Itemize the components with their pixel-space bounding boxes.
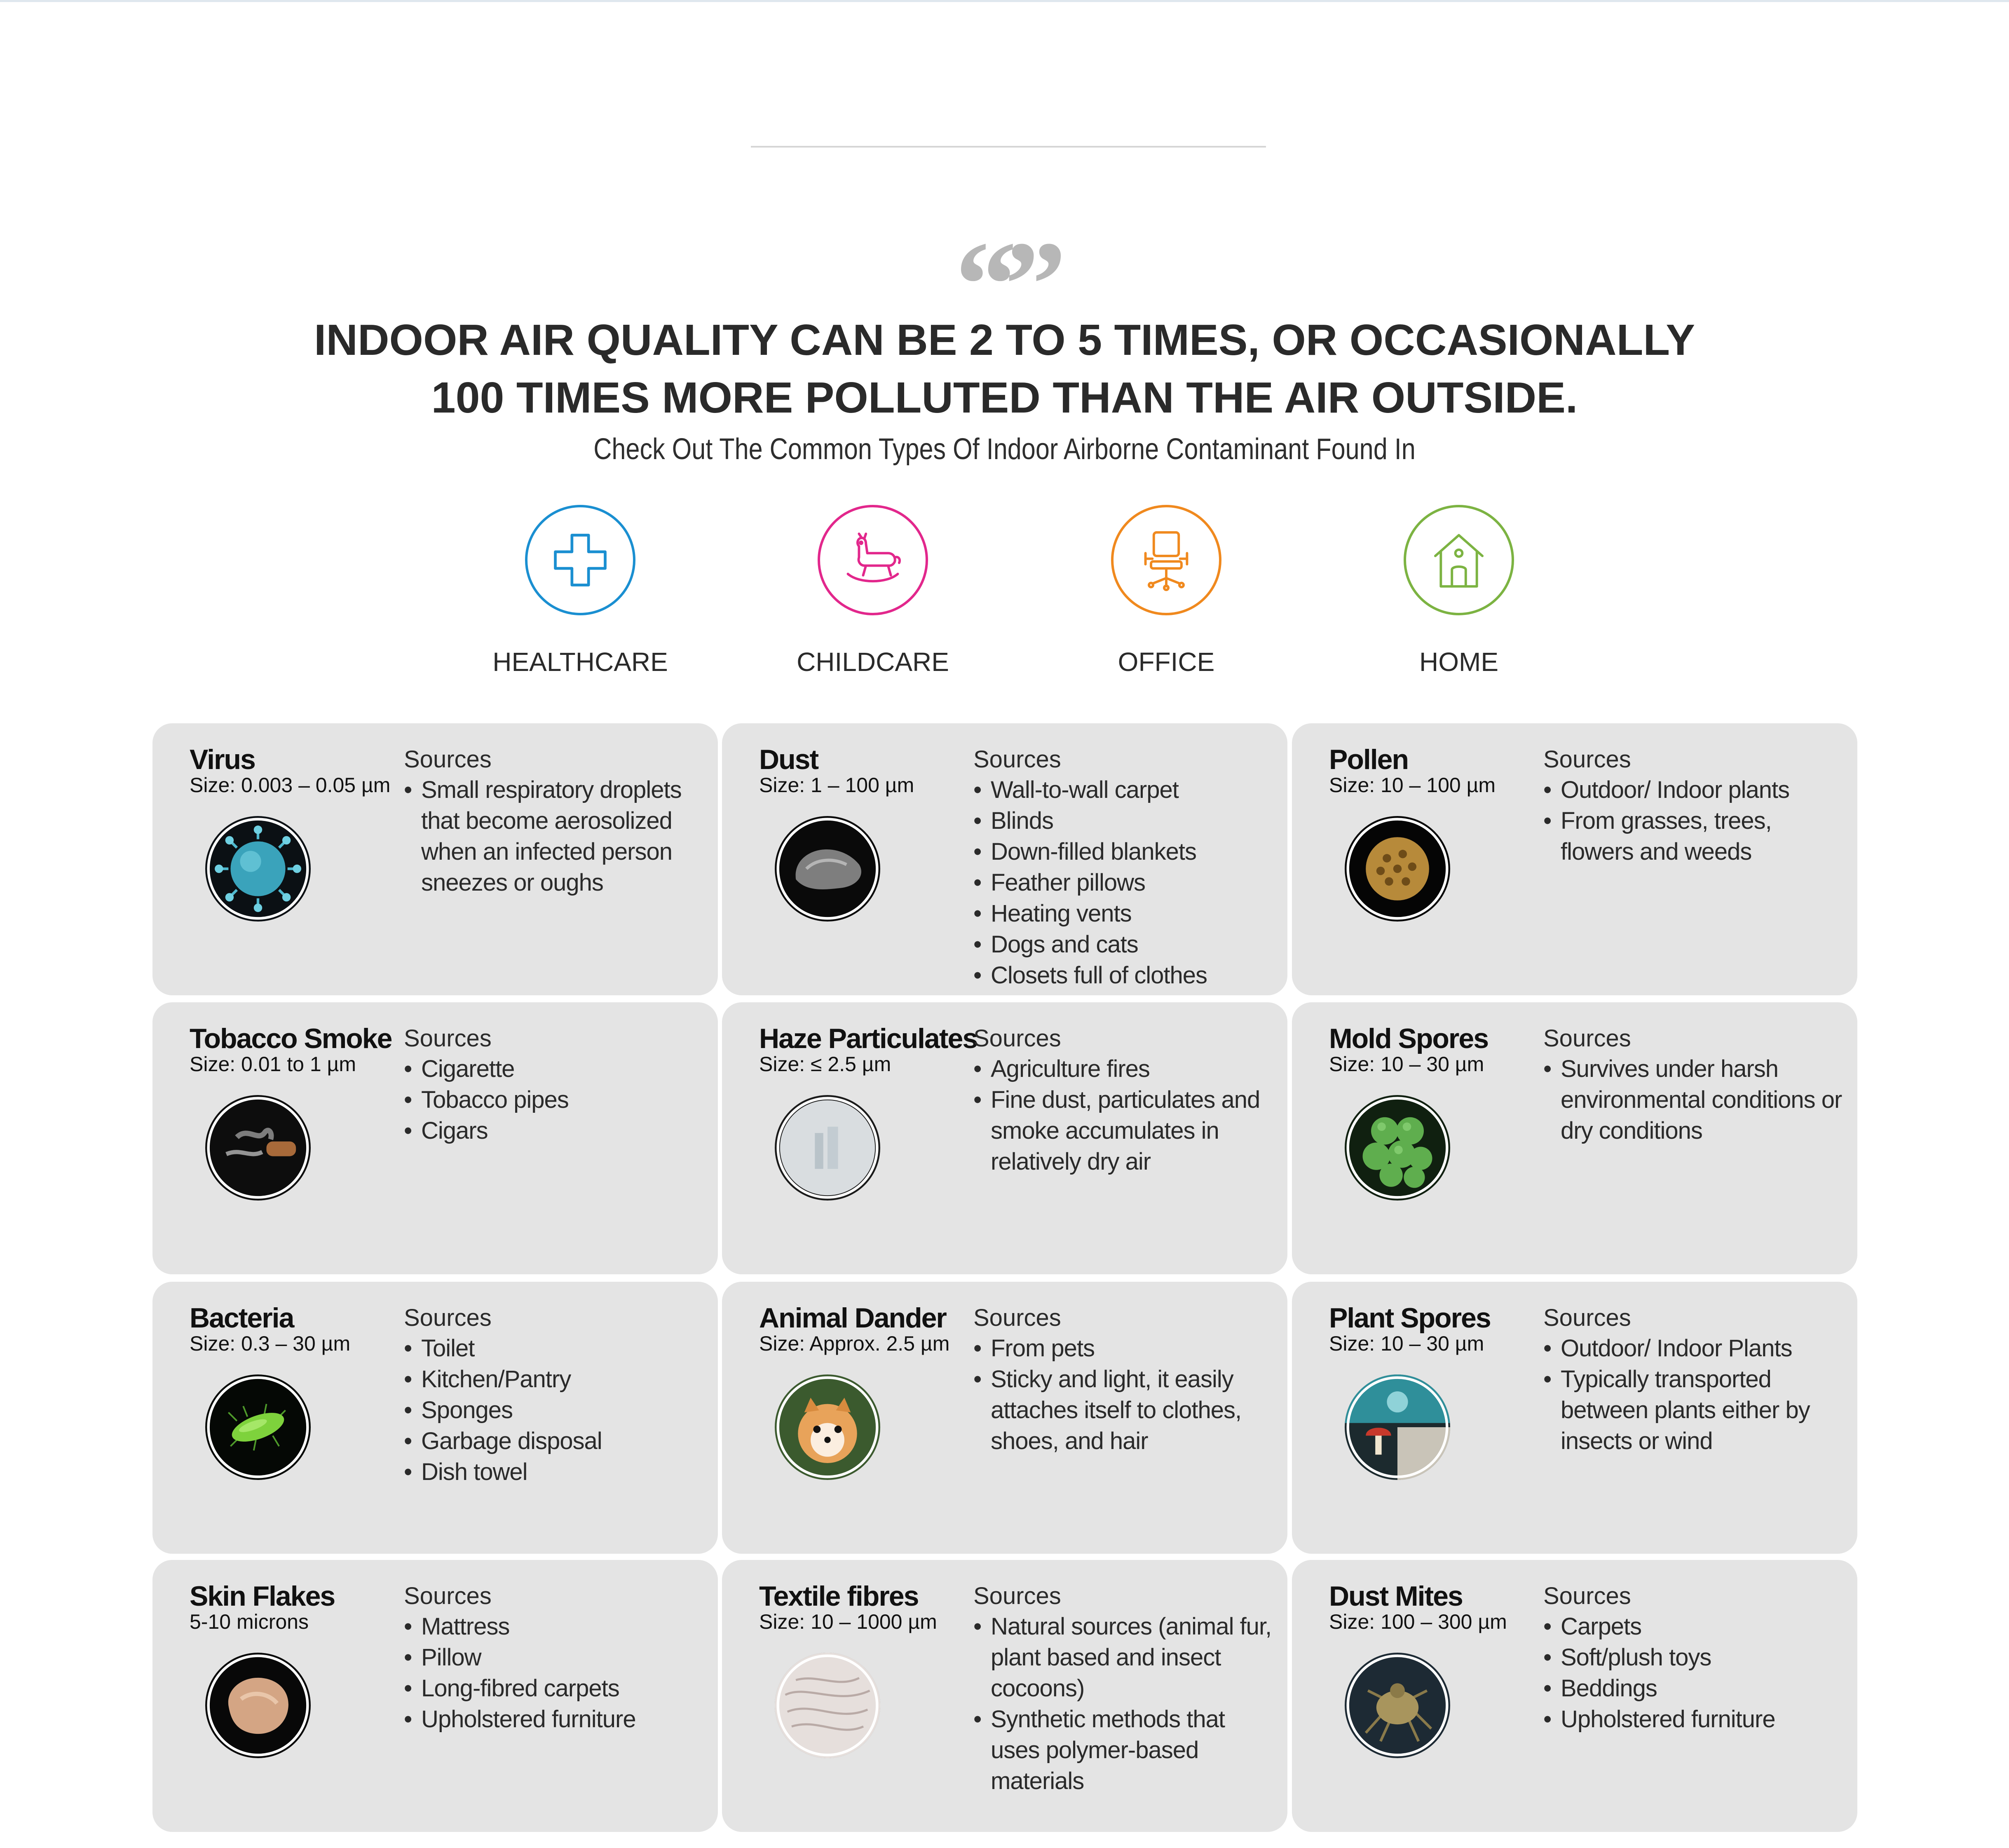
sources-list [404,1611,709,1735]
medical-cross-icon [546,525,615,595]
card-haze-particulates [722,1002,1287,1274]
source-item: • Typically transported between plants either by insects or wind [1543,1364,1848,1456]
card-textile-fibres [722,1560,1287,1832]
contaminant-size: Size: 10 – 30 µm [1329,1332,1484,1355]
source-item: • Toilet [404,1333,709,1364]
source-item: • Pillow [404,1642,709,1673]
source-item: • Outdoor/ Indoor plants [1543,774,1848,805]
sources-heading: Sources [404,1583,492,1609]
source-item: • Long-fibred carpets [404,1673,709,1704]
category-home [1335,505,1582,676]
card-animal-dander [722,1282,1287,1554]
sources-list [973,1053,1278,1177]
source-item: • Dogs and cats [973,929,1278,960]
category-office [1043,505,1290,676]
contaminant-size: Size: 0.003 – 0.05 µm [190,774,391,797]
office-ring [1111,505,1221,615]
textile-fibres-image [775,1653,880,1758]
card-pollen [1292,723,1857,995]
dust-image [775,816,880,922]
sources-heading: Sources [973,1025,1061,1052]
tobacco-smoke-image [205,1095,311,1201]
skin-flakes-image [205,1653,311,1758]
source-item: • Soft/plush toys [1543,1642,1848,1673]
contaminant-size: Size: 100 – 300 µm [1329,1610,1507,1633]
mold-spores-image [1345,1095,1450,1201]
contaminant-name: Bacteria [190,1302,294,1334]
source-item: • Cigarette [404,1053,709,1084]
sources-heading: Sources [1543,746,1631,773]
source-item: • From pets [973,1333,1278,1364]
home-ring [1404,505,1514,615]
contaminant-size: Size: 0.3 – 30 µm [190,1332,351,1355]
contaminant-name: Skin Flakes [190,1581,335,1612]
haze-image [775,1095,880,1201]
source-item: • Tobacco pipes [404,1084,709,1115]
headline [0,311,2009,427]
card-tobacco-smoke [152,1002,718,1274]
house-icon [1424,525,1493,595]
quote-icon: “” [955,216,1054,353]
source-item: • Carpets [1543,1611,1848,1642]
top-border [0,0,2009,2]
card-mold-spores [1292,1002,1857,1274]
headline-line-2: 100 TIMES MORE POLLUTED THAN THE AIR OUTSIDE. [431,373,1578,422]
source-item: • From grasses, trees, flowers and weeds [1543,805,1848,867]
sources-list [973,1611,1278,1796]
source-item: • Sticky and light, it easily attaches itself to clothes, shoes, and hair [973,1364,1278,1456]
headline-line-1: INDOOR AIR QUALITY CAN BE 2 TO 5 TIMES, OR OCCASIONALLY [314,316,1695,364]
sources-heading: Sources [404,1025,492,1052]
source-item: • Closets full of clothes [973,960,1278,991]
contaminant-size: Size: 1 – 100 µm [759,774,914,797]
contaminant-name: Dust [759,744,818,775]
contaminant-name: Plant Spores [1329,1302,1491,1334]
source-item: • Synthetic methods that uses polymer-based materials [973,1704,1278,1796]
contaminant-size: Size: ≤ 2.5 µm [759,1053,891,1076]
source-item: • Upholstered furniture [404,1704,709,1735]
source-item: • Upholstered furniture [1543,1704,1848,1735]
sources-list [1543,774,1848,867]
category-childcare [749,505,996,676]
plant-spores-image [1345,1374,1450,1480]
sources-heading: Sources [404,1304,492,1331]
sources-heading: Sources [1543,1583,1631,1609]
sources-list [1543,1053,1848,1146]
contaminant-name: Virus [190,744,255,775]
office-chair-icon [1132,525,1201,595]
sources-heading: Sources [973,746,1061,773]
contaminant-name: Haze Particulates [759,1023,978,1054]
source-item: • Small respiratory droplets that become aerosolized when an infected person sneezes or oughs [404,774,709,898]
source-item: • Survives under harsh environmental conditions or dry conditions [1543,1053,1848,1146]
rocking-horse-icon [838,525,907,595]
contaminant-name: Tobacco Smoke [190,1023,392,1054]
card-bacteria [152,1282,718,1554]
contaminant-name: Pollen [1329,744,1409,775]
category-label: HOME [1419,647,1498,677]
sources-heading: Sources [1543,1304,1631,1331]
sources-list [973,774,1278,991]
contaminant-size: Size: Approx. 2.5 µm [759,1332,950,1355]
sources-heading: Sources [404,746,492,773]
contaminant-size: Size: 0.01 to 1 µm [190,1053,356,1076]
sources-heading: Sources [1543,1025,1631,1052]
source-item: • Down-filled blankets [973,836,1278,867]
healthcare-ring [525,505,635,615]
source-item: • Agriculture fires [973,1053,1278,1084]
bacteria-image [205,1374,311,1480]
card-dust [722,723,1287,995]
section-divider [751,146,1266,148]
source-item: • Kitchen/Pantry [404,1364,709,1395]
contaminant-size: 5-10 microns [190,1610,309,1633]
category-label: CHILDCARE [797,647,949,677]
contaminant-size: Size: 10 – 1000 µm [759,1610,937,1633]
card-skin-flakes [152,1560,718,1832]
virus-image [205,816,311,922]
sources-list [404,774,709,898]
source-item: • Blinds [973,805,1278,836]
category-healthcare [457,505,704,676]
contaminant-name: Textile fibres [759,1581,919,1612]
childcare-ring [818,505,928,615]
subheadline: Check Out The Common Types Of Indoor Airborne Contaminant Found In [593,433,1416,466]
card-virus [152,723,718,995]
sources-list [1543,1611,1848,1735]
card-dust-mites [1292,1560,1857,1832]
source-item: • Wall-to-wall carpet [973,774,1278,805]
sources-list [1543,1333,1848,1456]
sources-heading: Sources [973,1304,1061,1331]
sources-heading: Sources [973,1583,1061,1609]
sources-list [404,1333,709,1487]
pollen-image [1345,816,1450,922]
contaminant-size: Size: 10 – 30 µm [1329,1053,1484,1076]
source-item: • Heating vents [973,898,1278,929]
source-item: • Garbage disposal [404,1426,709,1456]
source-item: • Outdoor/ Indoor Plants [1543,1333,1848,1364]
contaminant-name: Animal Dander [759,1302,946,1334]
source-item: • Dish towel [404,1456,709,1487]
contaminant-name: Mold Spores [1329,1023,1489,1054]
source-item: • Sponges [404,1395,709,1426]
source-item: • Cigars [404,1115,709,1146]
dog-image [775,1374,880,1480]
dust-mite-image [1345,1653,1450,1758]
source-item: • Beddings [1543,1673,1848,1704]
contaminant-size: Size: 10 – 100 µm [1329,774,1496,797]
source-item: • Mattress [404,1611,709,1642]
source-item: • Natural sources (animal fur, plant based and insect cocoons) [973,1611,1278,1704]
source-item: • Feather pillows [973,867,1278,898]
source-item: • Fine dust, particulates and smoke accumulates in relatively dry air [973,1084,1278,1177]
sources-list [973,1333,1278,1456]
card-plant-spores [1292,1282,1857,1554]
category-label: HEALTHCARE [492,647,668,677]
contaminant-name: Dust Mites [1329,1581,1463,1612]
sources-list [404,1053,709,1146]
category-label: OFFICE [1118,647,1215,677]
